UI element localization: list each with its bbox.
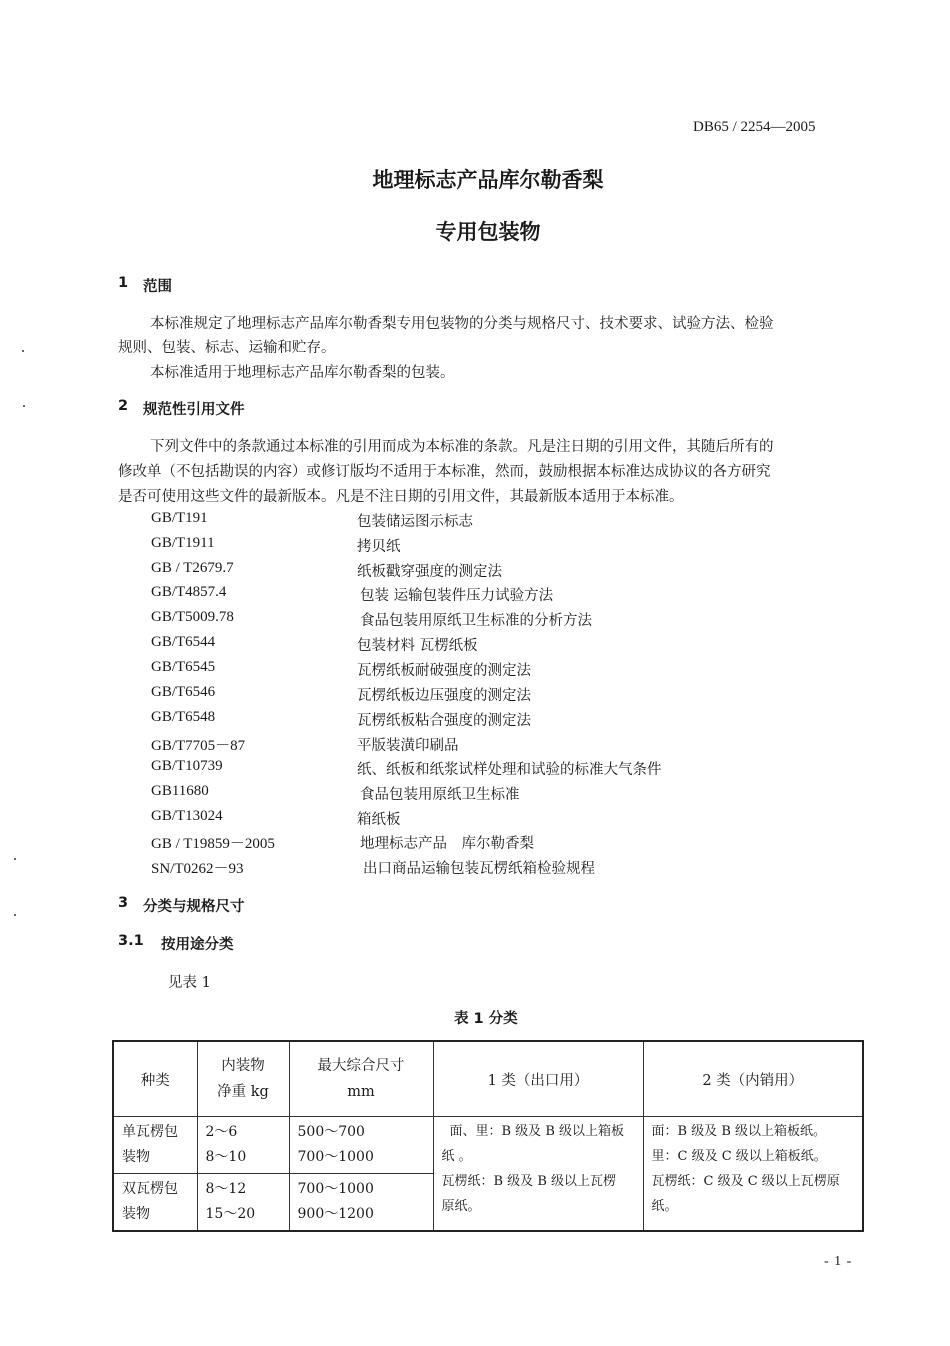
- see-table-reference: 见表 1: [168, 975, 211, 991]
- reference-title: 食品包装用原纸卫生标准: [360, 787, 520, 803]
- reference-title: 纸、纸板和纸浆试样处理和试验的标准大气条件: [357, 762, 662, 778]
- reference-code: GB11680: [151, 783, 209, 799]
- weight-cell: 8～12 15～20: [197, 1174, 289, 1232]
- reference-code: GB/T5009.78: [151, 609, 234, 625]
- scan-speck: [22, 350, 24, 352]
- document-subtitle: 专用包装物: [435, 220, 541, 244]
- reference-title: 箱纸板: [357, 812, 401, 828]
- header-net-weight: 内装物 净重 kg: [197, 1041, 289, 1117]
- page-number: - 1 -: [824, 1254, 853, 1269]
- reference-title: 瓦楞纸板边压强度的测定法: [357, 688, 531, 704]
- class-1-requirements-cell: 面、里：B 级及 B 级以上箱板 纸 。 瓦楞纸：B 级及 B 级以上瓦楞 原纸。: [433, 1117, 643, 1232]
- section-1-paragraph-1-line-2: 规则、包装、标志、运输和贮存。: [118, 340, 336, 356]
- reference-title: 包装储运图示标志: [357, 514, 473, 530]
- classification-table: [112, 1040, 864, 1232]
- section-2-number: 2: [118, 398, 129, 414]
- scan-speck: [14, 914, 16, 916]
- type-cell: 双瓦楞包 装物: [113, 1174, 197, 1232]
- header-type: 种类: [113, 1041, 197, 1117]
- section-1-paragraph-2: 本标准适用于地理标志产品库尔勒香梨的包装。: [150, 365, 455, 381]
- reference-code: SN/T0262－93: [151, 861, 244, 877]
- section-2-intro-line-2: 修改单（不包括勘误的内容）或修订版均不适用于本标准，然而，鼓励根据本标准达成协议的各方研究: [118, 464, 771, 480]
- reference-title: 拷贝纸: [357, 539, 401, 555]
- header-class-2: 2 类（内销用）: [643, 1041, 863, 1117]
- reference-code: GB/T1911: [151, 535, 215, 551]
- table-row: [113, 1117, 863, 1174]
- reference-title: 食品包装用原纸卫生标准的分析方法: [360, 613, 592, 629]
- reference-title: 瓦楞纸板粘合强度的测定法: [357, 713, 531, 729]
- size-cell: 500～700 700～1000: [289, 1117, 433, 1174]
- section-3-heading: 分类与规格尺寸: [143, 899, 245, 915]
- reference-code: GB/T13024: [151, 808, 223, 824]
- document-title: 地理标志产品库尔勒香梨: [372, 168, 604, 192]
- reference-title: 包装材料 瓦楞纸板: [357, 638, 478, 654]
- reference-code: GB / T19859－2005: [151, 836, 275, 852]
- reference-code: GB/T4857.4: [151, 584, 227, 600]
- section-2-heading: 规范性引用文件: [143, 402, 245, 418]
- reference-code: GB/T6545: [151, 659, 216, 675]
- section-3-1-heading: 按用途分类: [161, 937, 234, 953]
- reference-code: GB/T6544: [151, 634, 216, 650]
- reference-title: 包装 运输包装件压力试验方法: [360, 588, 554, 604]
- size-cell: 700～1000 900～1200: [289, 1174, 433, 1232]
- reference-code: GB/T7705－87: [151, 738, 246, 754]
- reference-title: 瓦楞纸板耐破强度的测定法: [357, 663, 531, 679]
- reference-title: 平版装潢印刷品: [357, 738, 459, 754]
- reference-code: GB/T6548: [151, 709, 216, 725]
- scan-speck: [23, 405, 25, 407]
- section-1-number: 1: [118, 275, 129, 291]
- reference-code: GB/T10739: [151, 758, 223, 774]
- section-1-paragraph-1-line-1: 本标准规定了地理标志产品库尔勒香梨专用包装物的分类与规格尺寸、技术要求、试验方法、检验: [150, 316, 774, 332]
- scan-speck: [14, 858, 16, 860]
- table-caption: 表 1 分类: [454, 1011, 518, 1027]
- section-2-intro-line-1: 下列文件中的条款通过本标准的引用而成为本标准的条款。凡是注日期的引用文件，其随后所有的: [150, 439, 774, 455]
- reference-title: 纸板戳穿强度的测定法: [357, 564, 502, 580]
- header-class-1: 1 类（出口用）: [433, 1041, 643, 1117]
- reference-code: GB/T6546: [151, 684, 216, 700]
- reference-title: 出口商品运输包装瓦楞纸箱检验规程: [363, 861, 595, 877]
- weight-cell: 2～6 8～10: [197, 1117, 289, 1174]
- section-3-1-number: 3.1: [118, 933, 144, 949]
- reference-code: GB/T191: [151, 510, 208, 526]
- section-1-heading: 范围: [143, 279, 172, 295]
- reference-code: GB / T2679.7: [151, 560, 234, 576]
- document-number: DB65 / 2254—2005: [693, 119, 816, 135]
- type-cell: 单瓦楞包 装物: [113, 1117, 197, 1174]
- section-2-intro-line-3: 是否可使用这些文件的最新版本。凡是不注日期的引用文件，其最新版本适用于本标准。: [118, 489, 684, 505]
- table-header-row: [113, 1041, 863, 1117]
- section-3-number: 3: [118, 895, 129, 911]
- class-2-requirements-cell: 面：B 级及 B 级以上箱板纸。 里：C 级及 C 级以上箱板纸。 瓦楞纸：C 级及 C 级以上瓦楞原 纸。: [643, 1117, 863, 1232]
- reference-title: 地理标志产品 库尔勒香梨: [360, 836, 534, 852]
- header-max-size: 最大综合尺寸 mm: [289, 1041, 433, 1117]
